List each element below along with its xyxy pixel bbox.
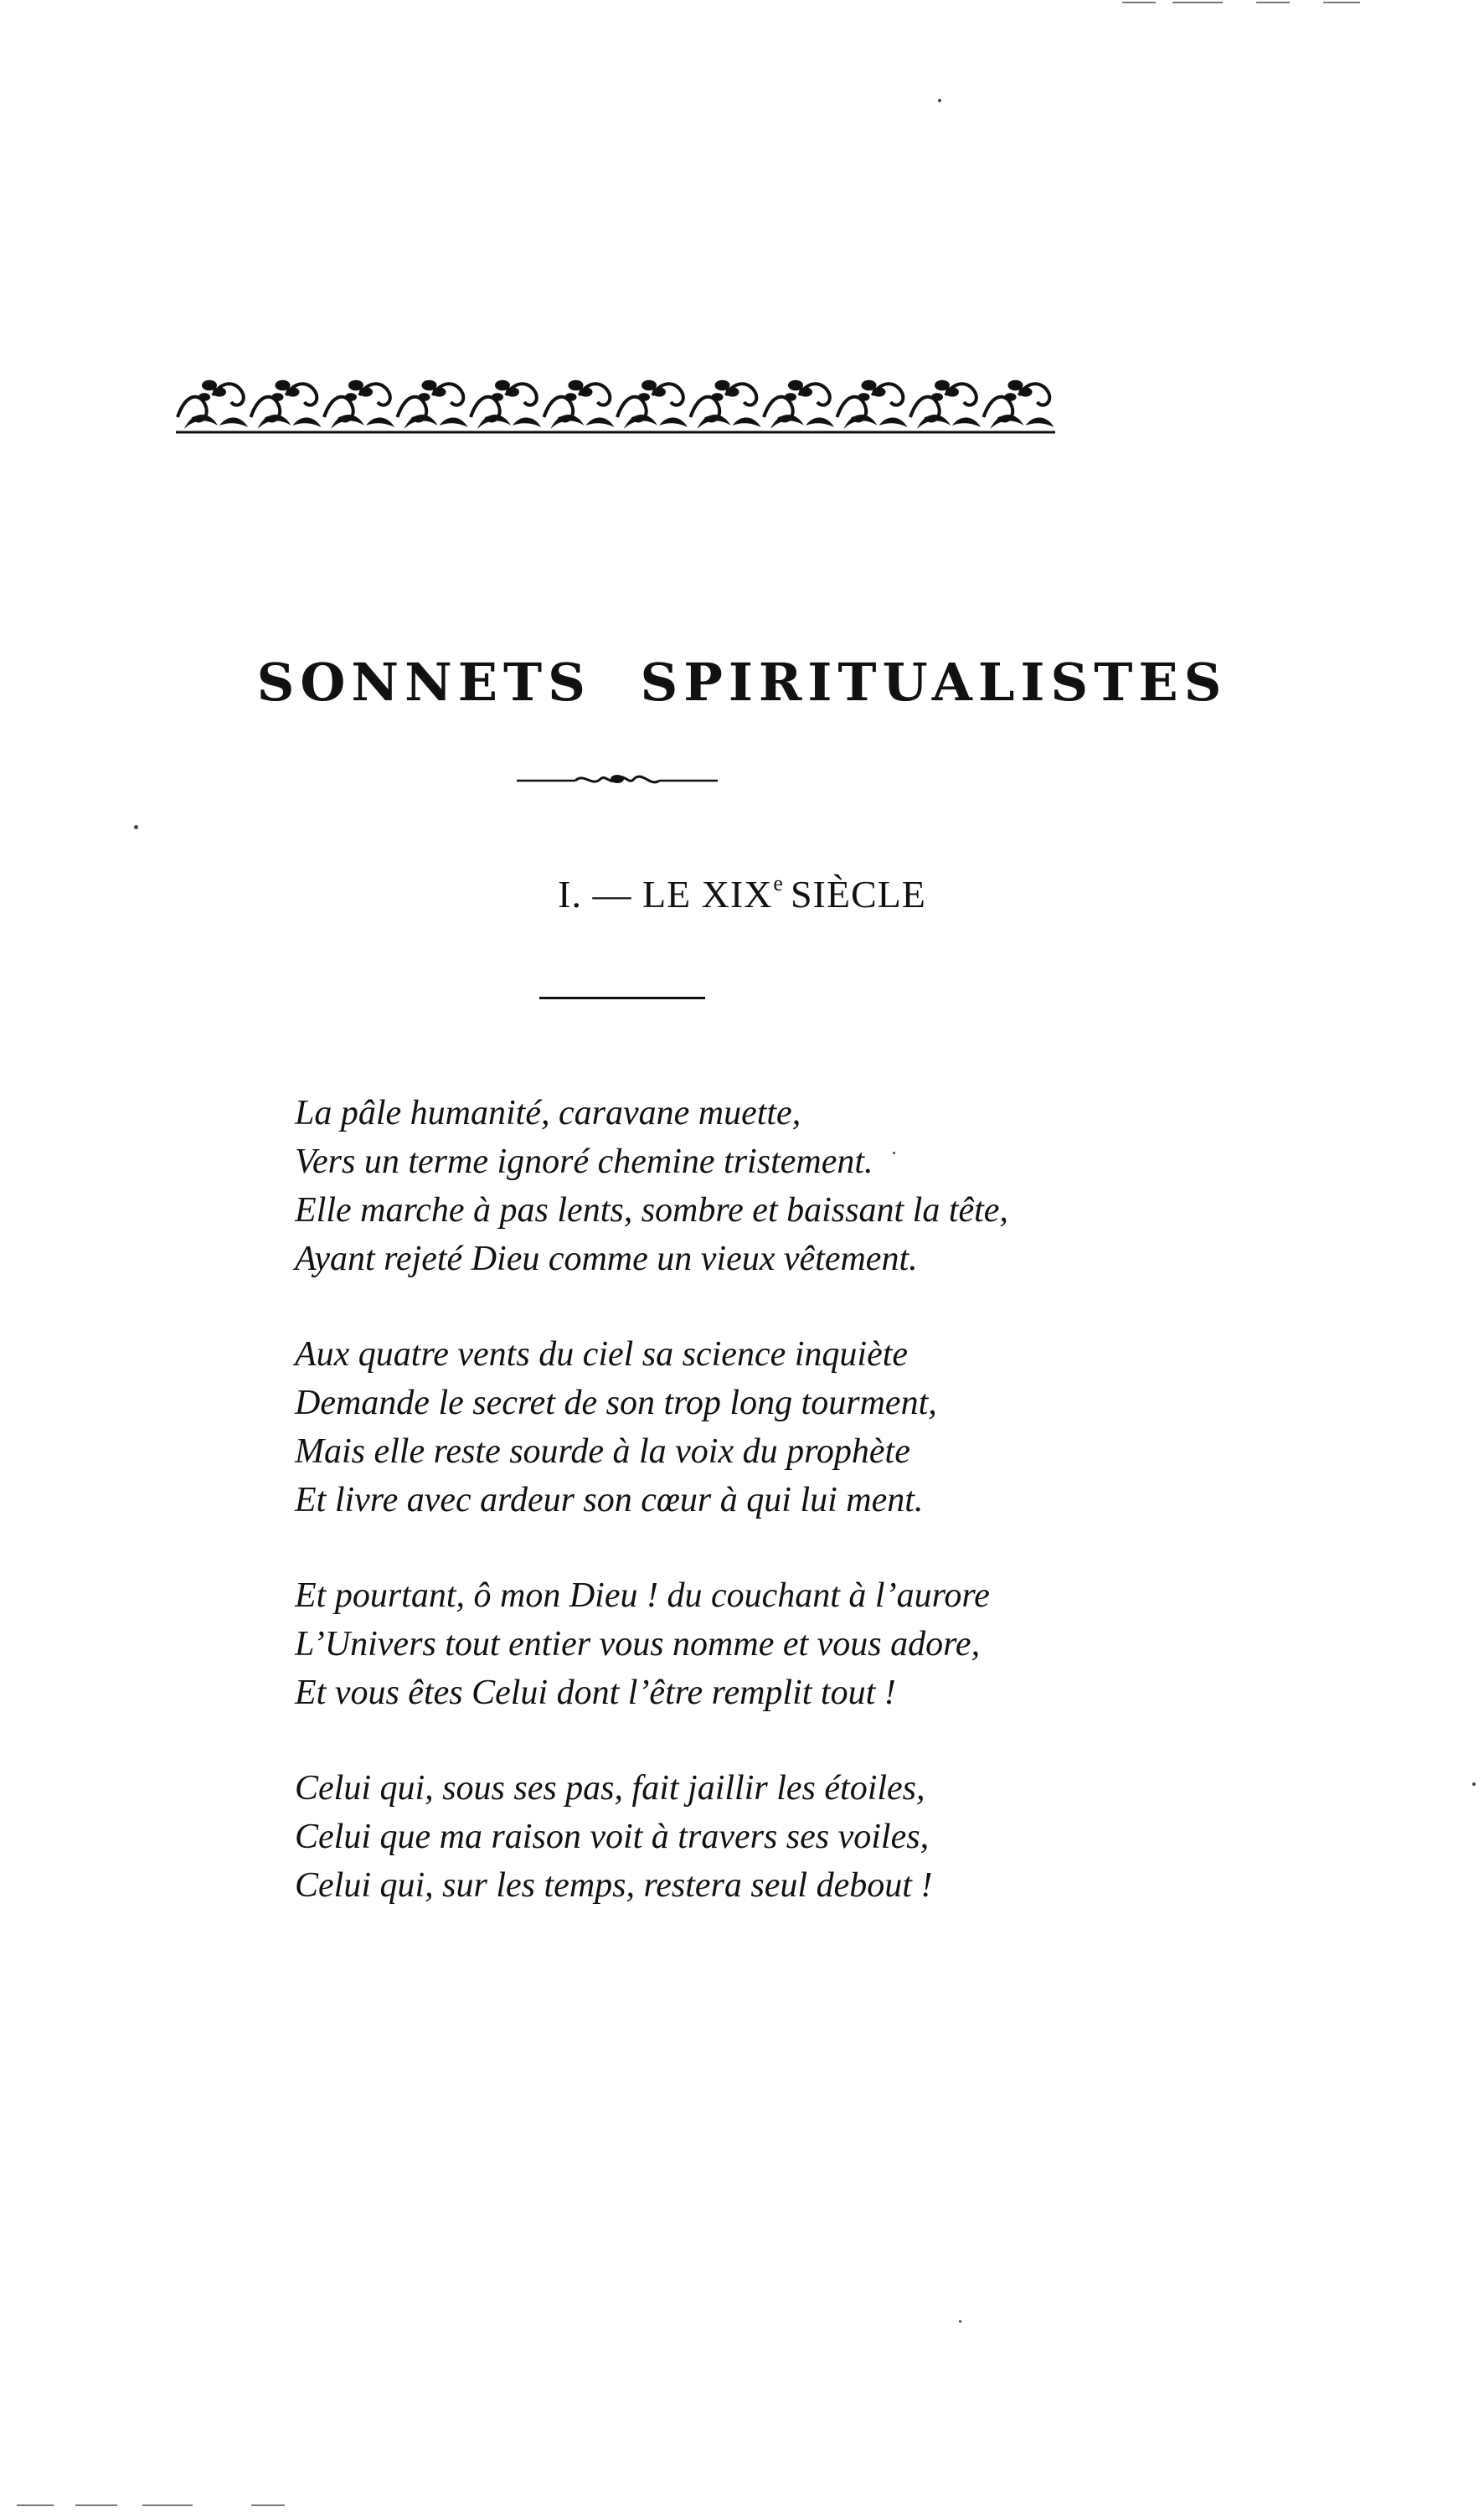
verse-line: Demande le secret de son trop long tourment, (295, 1384, 937, 1422)
ornament-motif (324, 380, 394, 429)
verse-line: Et pourtant, ô mon Dieu ! du couchant à l’aurore (295, 1576, 990, 1615)
verse-line: Vers un terme ignoré chemine tristement. (295, 1143, 873, 1181)
section-heading (0, 871, 1484, 916)
ornament-motif (398, 380, 468, 429)
verse-line: Elle marche à pas lents, sombre et baissant la tête, (295, 1191, 1008, 1230)
page-title: SONNETS SPIRITUALISTES (256, 652, 1228, 713)
stanza-tercet-1 (295, 1571, 1132, 1717)
verse-line: L’Univers tout entier vous nomme et vous adore, (295, 1625, 981, 1663)
ornament-motif (178, 380, 248, 429)
verse-line: Ayant rejeté Dieu comme un vieux vêtement. (295, 1240, 918, 1278)
verse-line: Celui qui, sur les temps, restera seul debout ! (295, 1866, 933, 1905)
section-number: I. — (558, 873, 632, 916)
floral-ornament-band (176, 367, 1055, 436)
ornament-motif (984, 380, 1054, 429)
ornament-motif (251, 380, 322, 429)
verse-line: Et vous êtes Celui dont l’être remplit tout ! (295, 1674, 896, 1712)
ornament-motif (471, 380, 541, 429)
ornament-motif (617, 380, 688, 429)
ornament-motif (910, 380, 981, 429)
ornament-motif (691, 380, 761, 429)
ornament-motif (764, 380, 834, 429)
flourish-divider-icon (517, 769, 718, 791)
verse-line: Celui qui, sous ses pas, fait jaillir les étoiles, (295, 1769, 925, 1808)
verse-line: La pâle humanité, caravane muette, (295, 1094, 801, 1132)
stanza-tercet-2 (295, 1764, 1132, 1910)
stanza-quatrain-2 (295, 1330, 1132, 1524)
stanza-quatrain-1 (295, 1089, 1132, 1283)
verse-line: Celui que ma raison voit à travers ses voiles, (295, 1818, 930, 1856)
section-heading-main: LE XIX (642, 873, 773, 916)
ornament-motif (837, 380, 908, 429)
verse-line: Mais elle reste sourde à la voix du prophète (295, 1432, 910, 1471)
ornament-motif (544, 380, 615, 429)
section-rule (539, 997, 705, 999)
verse-line: Et livre avec ardeur son cœur à qui lui ment. (295, 1481, 924, 1519)
sonnet (295, 1089, 1132, 1957)
section-heading-superscript: e (773, 871, 784, 895)
verse-line: Aux quatre vents du ciel sa science inquiète (295, 1335, 909, 1374)
floral-ornament-icon (176, 367, 1055, 436)
section-heading-end: SIÈCLE (790, 873, 926, 916)
